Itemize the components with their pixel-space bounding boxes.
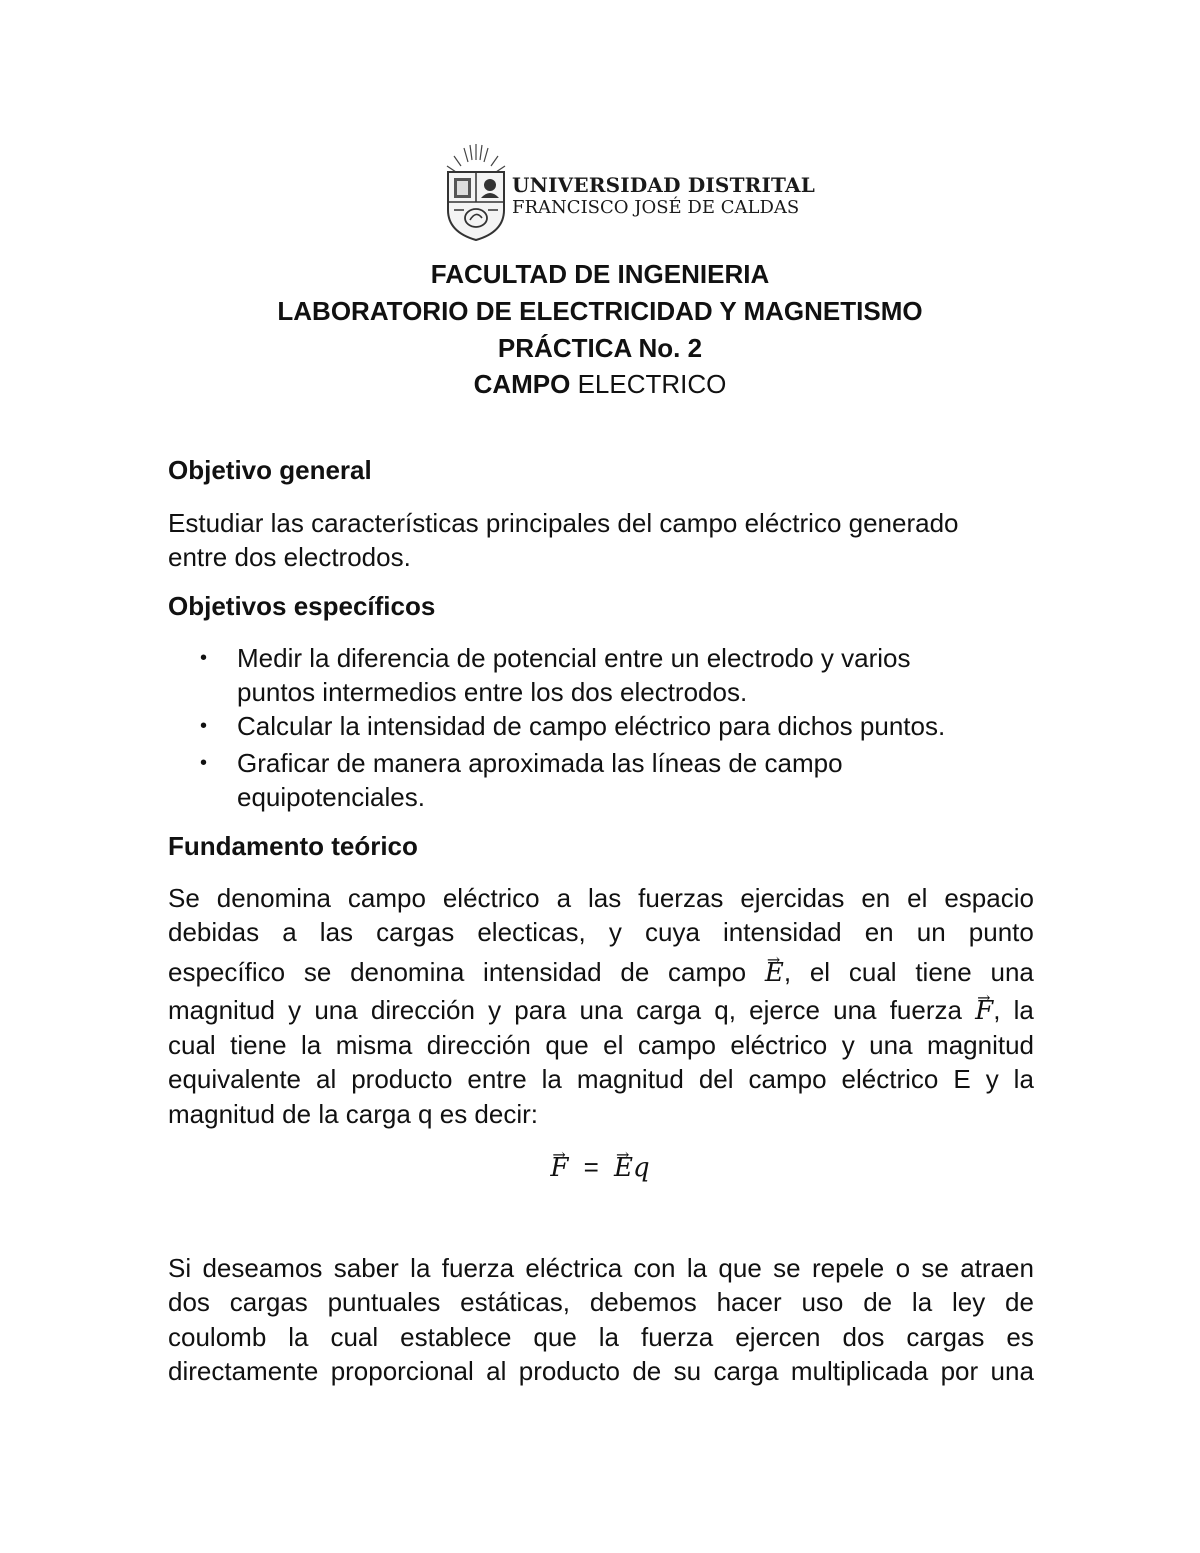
word: y xyxy=(985,1064,999,1094)
word: una xyxy=(990,1356,1034,1386)
word: campo xyxy=(637,1030,716,1060)
general-objective-heading: Objetivo general xyxy=(168,455,372,485)
word: la xyxy=(541,1064,562,1094)
word: la xyxy=(301,1030,322,1060)
list-item-continuation: puntos intermedios entre los dos electrodos. xyxy=(237,677,748,707)
logo-text-line2: FRANCISCO JOSÉ DE CALDAS xyxy=(512,197,800,218)
theory-paragraph1-line xyxy=(168,1028,1034,1062)
word: fuerza xyxy=(441,1253,515,1283)
word: su xyxy=(673,1356,702,1386)
bullet-marker: • xyxy=(200,715,208,737)
theory-paragraph2-line xyxy=(168,1354,1034,1388)
theory-paragraph1-line xyxy=(168,881,1034,915)
bullet-marker: • xyxy=(200,647,208,669)
equation-force-symbol: → F xyxy=(550,1151,568,1185)
force-vector-symbol: → F, xyxy=(975,993,1000,1028)
word: campo xyxy=(748,1064,827,1094)
word: cual xyxy=(330,1322,379,1352)
word: una xyxy=(314,995,358,1025)
practice-title: PRÁCTICA No. 2 xyxy=(497,333,703,363)
theory-paragraph1-last-line: magnitud de la carga q es decir: xyxy=(168,1099,538,1129)
word: multiplicada xyxy=(790,1356,929,1386)
word: específico xyxy=(168,957,286,987)
word: y xyxy=(288,995,302,1025)
word: o xyxy=(895,1253,911,1283)
word: que xyxy=(718,1253,762,1283)
word: las xyxy=(319,917,354,947)
word: coulomb xyxy=(168,1322,267,1352)
word: puntuales xyxy=(327,1287,441,1317)
word: intensidad xyxy=(483,957,602,987)
word: de xyxy=(1005,1287,1034,1317)
word: y xyxy=(608,917,622,947)
topic-title-bold: CAMPO xyxy=(473,369,571,399)
word: fuerzas xyxy=(638,883,724,913)
general-objective-line2: entre dos electrodos. xyxy=(168,542,411,572)
university-seal-icon xyxy=(440,140,512,245)
word: atraen xyxy=(960,1253,1034,1283)
word: Se xyxy=(168,883,200,913)
word: saber xyxy=(333,1253,399,1283)
word: y xyxy=(488,995,502,1025)
word: ejercidas xyxy=(740,883,845,913)
word: se xyxy=(303,957,332,987)
word: que xyxy=(533,1322,577,1352)
word: cargas xyxy=(376,917,455,947)
word: denomina xyxy=(350,957,465,987)
theory-paragraph1-line xyxy=(168,1062,1034,1096)
theory-paragraph1-line xyxy=(168,915,1034,949)
word: hacer xyxy=(716,1287,782,1317)
word: se xyxy=(773,1253,801,1283)
word: cual xyxy=(848,957,897,987)
word: tiene xyxy=(230,1030,287,1060)
word: debidas xyxy=(168,917,260,947)
word: denomina xyxy=(216,883,331,913)
word: deseamos xyxy=(202,1253,323,1283)
word: en xyxy=(861,883,891,913)
word: el xyxy=(603,1030,624,1060)
word: tiene xyxy=(915,957,972,987)
theory-paragraph1-line-with-F xyxy=(168,993,1034,1028)
word: para xyxy=(514,995,567,1025)
word: equivalente xyxy=(168,1064,301,1094)
word: el xyxy=(907,883,928,913)
word: fuerza xyxy=(889,995,962,1025)
word: ley xyxy=(951,1287,986,1317)
word: se xyxy=(921,1253,949,1283)
word: a xyxy=(556,883,572,913)
word: una xyxy=(990,957,1034,987)
word: Si xyxy=(168,1253,192,1283)
word: al xyxy=(315,1064,337,1094)
word: ejercen xyxy=(735,1322,821,1352)
word: en xyxy=(864,917,894,947)
word: campo xyxy=(347,883,426,913)
word: una xyxy=(833,995,877,1025)
word: el xyxy=(809,957,831,987)
word: con xyxy=(633,1253,676,1283)
word: un xyxy=(916,917,946,947)
word: a xyxy=(282,917,297,947)
word: dirección xyxy=(370,995,475,1025)
word: eléctrico xyxy=(841,1064,939,1094)
force-equation xyxy=(0,1150,1200,1185)
word: eléctrica xyxy=(525,1253,623,1283)
punctuation: , xyxy=(783,957,792,987)
word: cargas xyxy=(906,1322,985,1352)
faculty-title: FACULTAD DE INGENIERIA xyxy=(430,259,770,289)
word: fuerza xyxy=(641,1322,714,1352)
punctuation: , xyxy=(993,995,1001,1025)
theory-heading: Fundamento teórico xyxy=(168,831,418,861)
word: punto xyxy=(968,917,1034,947)
word: electicas, xyxy=(477,917,586,947)
word: campo xyxy=(668,957,747,987)
equation-field-symbol: → E xyxy=(614,1151,633,1185)
word: establece xyxy=(400,1322,512,1352)
word: cual xyxy=(168,1030,216,1060)
word: dos xyxy=(842,1322,885,1352)
university-logo xyxy=(440,140,815,245)
general-objective-line1: Estudiar las características principales del campo eléctrico generado xyxy=(168,508,959,538)
word: directamente xyxy=(168,1356,319,1386)
word: de xyxy=(632,1356,662,1386)
logo-text-line1: UNIVERSIDAD DISTRITAL xyxy=(512,173,815,197)
word: debemos xyxy=(589,1287,697,1317)
word: dirección xyxy=(426,1030,531,1060)
specific-objectives-heading: Objetivos específicos xyxy=(168,591,436,621)
word: del xyxy=(698,1064,734,1094)
word: estáticas, xyxy=(460,1287,570,1317)
word: una xyxy=(869,1030,913,1060)
word: uso xyxy=(801,1287,844,1317)
word: la xyxy=(410,1253,431,1283)
word: carga xyxy=(713,1356,779,1386)
word: la xyxy=(911,1287,933,1317)
word: es xyxy=(1006,1322,1034,1352)
word: producto xyxy=(518,1356,620,1386)
theory-paragraph2-line xyxy=(168,1285,1034,1319)
word: y xyxy=(841,1030,855,1060)
word: entre xyxy=(467,1064,527,1094)
topic-title xyxy=(0,369,1200,399)
word: magnitud xyxy=(927,1030,1034,1060)
word: q, xyxy=(714,995,736,1025)
word: producto xyxy=(351,1064,453,1094)
word: magnitud xyxy=(576,1064,684,1094)
list-item: Medir la diferencia de potencial entre un electrodo y varios xyxy=(237,643,911,673)
equation-charge-symbol: q xyxy=(633,1153,650,1183)
word: carga xyxy=(636,995,702,1025)
word: eléctrico xyxy=(442,883,540,913)
word: misma xyxy=(335,1030,413,1060)
word: cuya xyxy=(644,917,700,947)
word: E xyxy=(953,1064,971,1094)
word: proporcional xyxy=(330,1356,474,1386)
word: una xyxy=(579,995,623,1025)
word: la xyxy=(1013,995,1034,1025)
word: espacio xyxy=(944,883,1034,913)
word: la xyxy=(288,1322,309,1352)
list-item: Graficar de manera aproximada las líneas de campo xyxy=(237,748,843,778)
bullet-marker: • xyxy=(200,752,208,774)
lab-title: LABORATORIO DE ELECTRICIDAD Y MAGNETISMO xyxy=(277,296,923,326)
word: repele xyxy=(811,1253,885,1283)
word: de xyxy=(620,957,650,987)
word: intensidad xyxy=(723,917,842,947)
word: dos xyxy=(168,1287,210,1317)
theory-paragraph2-line xyxy=(168,1251,1034,1285)
electric-field-vector-symbol: → E, xyxy=(765,955,791,990)
list-item-continuation: equipotenciales. xyxy=(237,782,425,812)
word: eléctrico xyxy=(730,1030,828,1060)
word: al xyxy=(486,1356,507,1386)
topic-title-rest: ELECTRICO xyxy=(577,369,727,399)
word: que xyxy=(545,1030,589,1060)
word: cargas xyxy=(229,1287,308,1317)
word: magnitud xyxy=(168,995,275,1025)
word: la xyxy=(598,1322,620,1352)
theory-paragraph2-line xyxy=(168,1320,1034,1354)
theory-paragraph1-line-with-E xyxy=(168,955,1034,990)
word: la xyxy=(1013,1064,1034,1094)
word: las xyxy=(587,883,622,913)
word: ejerce xyxy=(749,995,820,1025)
list-item: Calcular la intensidad de campo eléctrico para dichos puntos. xyxy=(237,711,946,741)
word: la xyxy=(686,1253,708,1283)
equation-equals: = xyxy=(583,1152,599,1182)
word: de xyxy=(863,1287,893,1317)
word: por xyxy=(940,1356,979,1386)
